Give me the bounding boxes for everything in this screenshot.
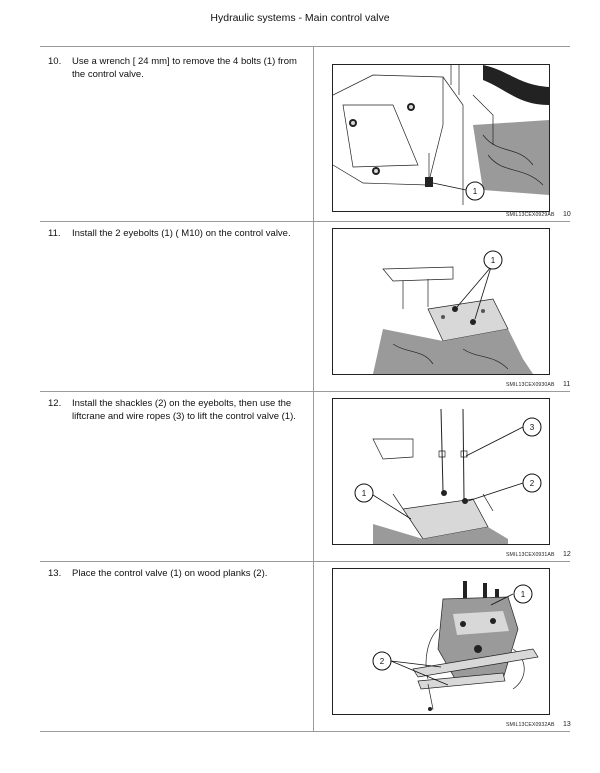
figure-number: 13 <box>563 721 571 728</box>
section-divider <box>40 221 570 222</box>
figure-number: 10 <box>563 211 571 218</box>
section-divider <box>40 46 570 47</box>
callout-1 <box>484 251 502 269</box>
figure-code: SMIL13CEX0929AB <box>506 212 555 218</box>
figure-11-illustration <box>333 229 549 374</box>
callout-1 <box>355 484 373 502</box>
svg-text:2: 2 <box>379 657 385 666</box>
figure-12-illustration <box>333 399 549 544</box>
column-divider <box>313 46 314 221</box>
svg-text:1: 1 <box>472 187 478 196</box>
column-divider <box>313 221 314 391</box>
step-text: Use a wrench [ 24 mm] to remove the 4 bolts (1) from the control valve. <box>72 56 297 80</box>
callout-2 <box>373 652 391 670</box>
figure-11 <box>332 228 550 375</box>
page-header: Hydraulic systems - Main control valve <box>210 12 390 24</box>
step-text: Install the shackles (2) on the eyebolts, then use the liftcrane and wire ropes (3) to lift the control valve (1). <box>72 398 296 422</box>
step-text: Install the 2 eyebolts (1) ( M10) on the control valve. <box>72 228 291 239</box>
section-divider <box>40 391 570 392</box>
callout-1 <box>514 585 532 603</box>
figure-10 <box>332 64 550 212</box>
figure-13-illustration <box>333 569 549 714</box>
figure-code: SMIL13CEX0930AB <box>506 382 555 388</box>
step-number: 10. <box>48 56 62 67</box>
figure-number: 11 <box>563 381 571 388</box>
figure-number: 12 <box>563 551 571 558</box>
step-number: 12. <box>48 398 62 409</box>
figure-code: SMIL13CEX0932AB <box>506 722 555 728</box>
figure-code: SMIL13CEX0931AB <box>506 552 555 558</box>
step-text: Place the control valve (1) on wood planks (2). <box>72 568 268 579</box>
svg-text:1: 1 <box>361 489 367 498</box>
svg-text:1: 1 <box>490 256 496 265</box>
svg-text:1: 1 <box>520 590 526 599</box>
figure-10-illustration <box>333 65 549 211</box>
figure-12 <box>332 398 550 545</box>
column-divider <box>313 561 314 731</box>
step-number: 13. <box>48 568 62 579</box>
svg-text:2: 2 <box>529 479 535 488</box>
figure-13 <box>332 568 550 715</box>
callout-1 <box>466 182 484 200</box>
callout-3 <box>523 418 541 436</box>
section-divider <box>40 731 570 732</box>
svg-text:3: 3 <box>529 423 535 432</box>
section-divider <box>40 561 570 562</box>
callout-2 <box>523 474 541 492</box>
column-divider <box>313 391 314 561</box>
step-number: 11. <box>48 228 61 239</box>
